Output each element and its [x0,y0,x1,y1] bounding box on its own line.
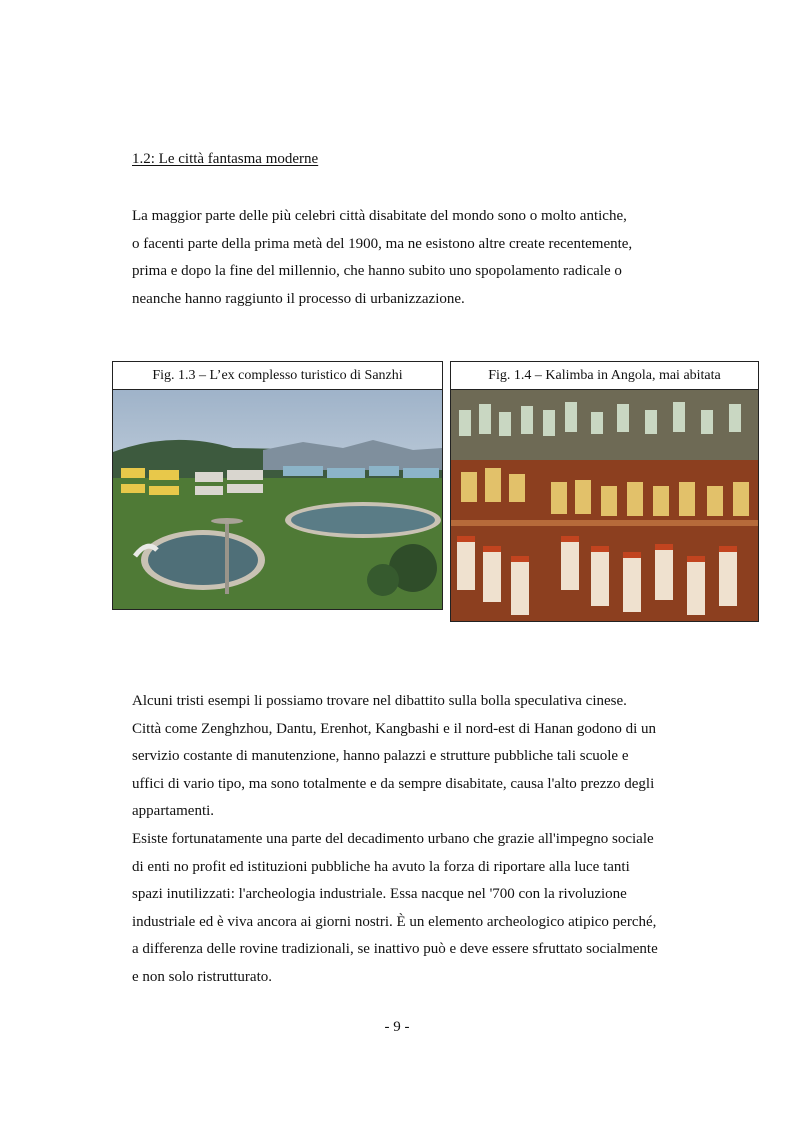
intro-paragraph [132,203,712,313]
figure-kalimba [450,361,759,622]
text-line: a differenza delle rovine tradizionali, se inattivo può e deve essere sfruttato socialmente [132,941,658,958]
text-line: Alcuni tristi esempi li possiamo trovare nel dibattito sulla bolla speculativa cinese. [132,693,627,709]
body-paragraph-1 [132,688,712,826]
text-line: uffici di vario tipo, ma sono totalmente e da sempre disabitate, causa l'alto prezzo degli [132,775,655,792]
text-line: prima e dopo la fine del millennio, che hanno subito uno spopolamento radicale o [132,263,622,280]
figure-caption: Fig. 1.3 – L’ex complesso turistico di Sanzhi [113,362,442,390]
text-line: e non solo ristrutturato. [132,968,272,985]
text-line: appartamenti. [132,803,215,820]
section-heading: 1.2: Le città fantasma moderne [132,151,319,167]
figure-caption: Fig. 1.4 – Kalimba in Angola, mai abitata [451,362,758,390]
page-number: - 9 - [384,1019,410,1035]
text-line: spazi inutilizzati: l'archeologia industriale. Essa nacque nel '700 con la rivoluzione [132,886,627,903]
text-line: servizio costante di manutenzione, hanno palazzi e strutture pubbliche tali scuole e [132,748,629,765]
sanzhi-photo [113,390,442,609]
text-line: industriale ed è viva ancora ai giorni nostri. È un elemento archeologico atipico perché, [132,913,657,930]
text-line: o facenti parte della prima metà del 1900, ma ne esistono altre create recentemente, [132,235,633,252]
figure-sanzhi [112,361,443,610]
text-line: Esiste fortunatamente una parte del decadimento urbano che grazie all'impegno sociale [132,831,654,847]
text-line: Città come Zenghzhou, Dantu, Erenhot, Kangbashi e il nord-est di Hanan godono di un [132,720,657,737]
text-line: La maggior parte delle più celebri città disabitate del mondo sono o molto antiche, [132,208,627,224]
text-line: di enti no profit ed istituzioni pubbliche ha avuto la forza di riportare alla luce tanti [132,858,630,875]
text-line: neanche hanno raggiunto il processo di urbanizzazione. [132,290,465,307]
kalimba-photo [451,390,758,621]
body-paragraph-2 [132,826,712,992]
